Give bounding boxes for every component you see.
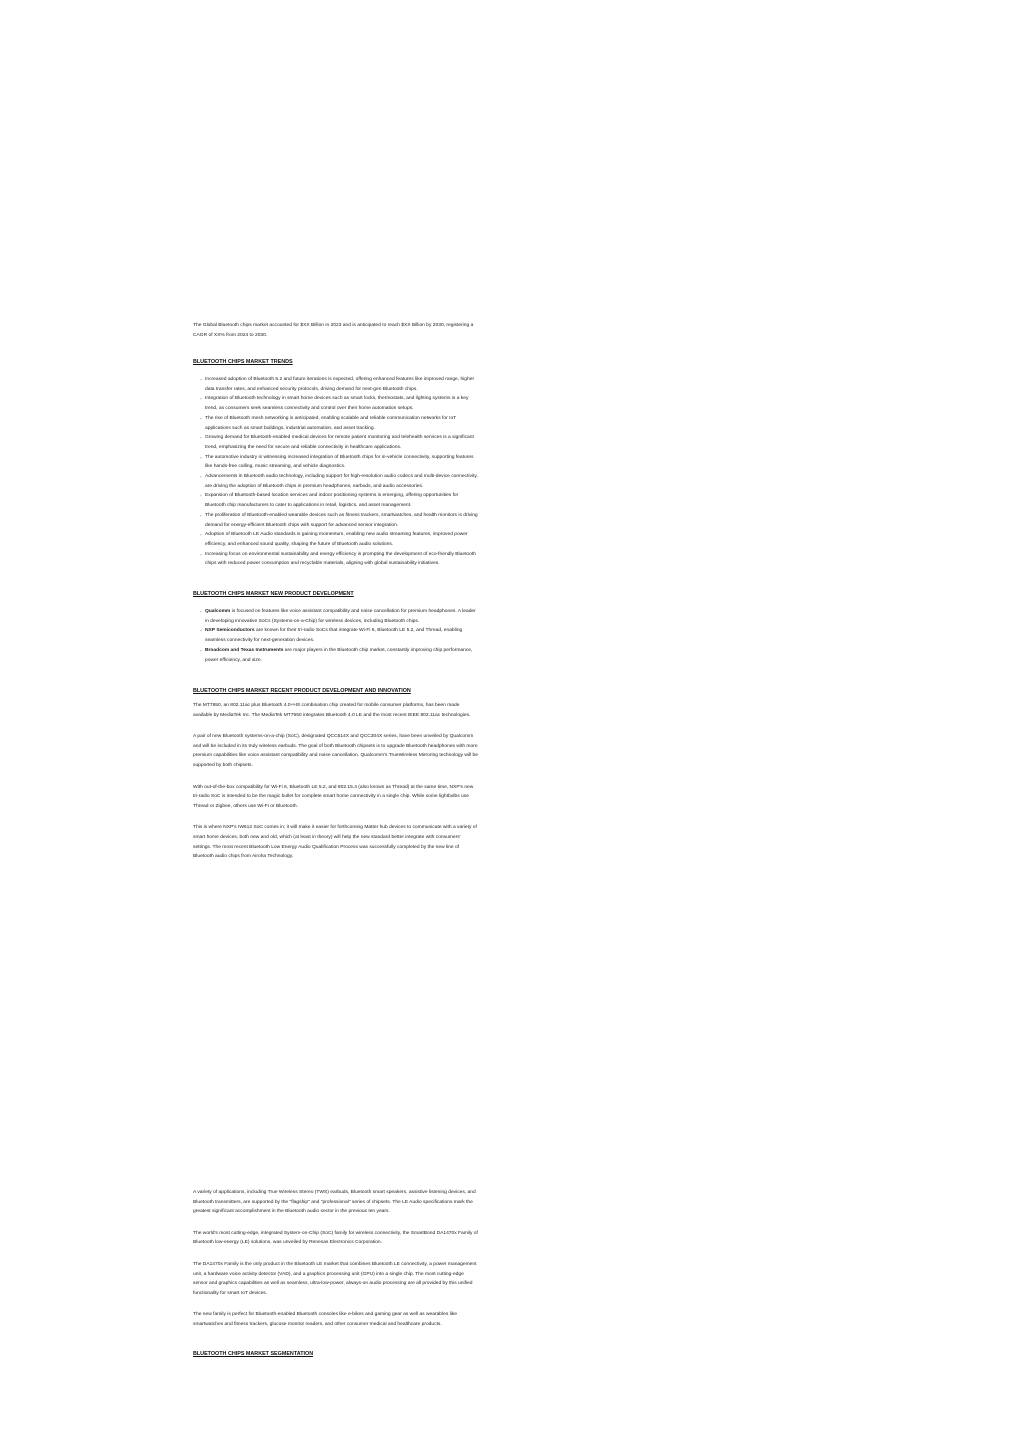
company-name: Broadcom and Texas Instruments <box>205 647 284 653</box>
trends-list <box>193 375 479 569</box>
new-product-section <box>193 590 479 665</box>
company-description: are known for their tri-radio SoCs that integrate Wi-Fi 6, Bluetooth LE 5.2, and Thread, enabling seamless connectivity for next-generation devices. <box>205 628 463 644</box>
company-description: are major players in the Bluetooth chip market, constantly improving chip performance, power efficiency, and size. <box>205 647 473 663</box>
intro-paragraph: The Global Bluetooth chips market accounted for $XX Billion in 2023 and is anticipated to reach $XX Billion by 2030, registering a CAGR of XX% from 2024 to 2030. <box>193 323 474 338</box>
recent-paragraph: A pair of new Bluetooth systems-on-a-chip (SoC), designated QCC514X and QCC304X series, have been unveiled by Qualcomm and will be included in its truly wireless earbuds. The goal of both Bluetooth chipsets is to upgrade Bluetooth headphones with more premium capabilities like voice assistant compatibility and noise cancellation. Qualcomm's TrueWireless Mirroring technology will be supported by both chipsets. <box>193 734 478 768</box>
recent-paragraph: With out-of-the-box compatibility for Wi-Fi 6, Bluetooth LE 5.2, and 802.15.4 (also known as Thread) at the same time, NXP's new tri-radio SoC is intended to be the magic bullet for complete smart home connectivity in a single chip. While some lightbulbs use Thread or Zigbee, others use Wi-Fi or Bluetooth. <box>193 784 474 809</box>
segmentation-heading: BLUETOOTH CHIPS MARKET SEGMENTATION <box>193 1351 314 1357</box>
list-item <box>193 607 479 626</box>
list-item: ◦ Expansion of Bluetooth-based location services and indoor positioning systems is emerging, offering opportunities for Bluetooth chip manufacturers to cater to applications in retail, logistics, and asset management. <box>193 491 479 510</box>
recent-paragraph: The MT7650, an 802.11ac plus Bluetooth 4.0+HS combination chip created for mobile consumer platforms, has been made available by MediaTek Inc. The MediaTek MT7650 integrates Bluetooth 4.0 LE and the most recent IEEE 802.11ac technologies. <box>193 703 471 718</box>
recent-paragraph: This is where NXP's IW612 SoC comes in; it will make it easier for forthcoming Matter hub devices to communicate with a variety of smart home devices, both new and old, which (at least in theory) will help the new standard better integrate with consumers' settings. The most recent Bluetooth Low Energy Audio Qualification Process was successfully completed by the new line of Bluetooth audio chips from Airoha Technology. <box>193 825 477 860</box>
applications-section <box>193 1188 479 1330</box>
new-product-list <box>193 607 479 665</box>
list-item: ◦ The automotive industry is witnessing increased integration of Bluetooth chips for in-vehicle connectivity, supporting features like hands-free calling, music streaming, and vehicle diagnostics. <box>193 453 479 472</box>
list-item: ◦ Advancements in Bluetooth audio technology, including support for high-resolution audio codecs and multi-device connectivity, are driving the adoption of Bluetooth chips in premium headphones, earbuds, and audio accessories. <box>193 472 479 491</box>
intro-section <box>193 321 479 340</box>
company-name: NXP Semiconductors <box>205 628 255 634</box>
company-name: Qualcomm <box>205 609 231 614</box>
new-product-heading: BLUETOOTH CHIPS MARKET NEW PRODUCT DEVELOPMENT <box>193 591 354 597</box>
recent-heading: BLUETOOTH CHIPS MARKET RECENT PRODUCT DEVELOPMENT AND INNOVATION <box>193 688 411 694</box>
list-item: ◦ Increasing focus on environmental sustainability and energy efficiency is prompting the development of eco-friendly Bluetooth chips with reduced power consumption and recyclable materials, aligning with global sustainability initiatives. <box>193 550 479 569</box>
list-item <box>193 646 479 665</box>
body-paragraph: The new family is perfect for Bluetooth-enabled Bluetooth consoles like e-bikes and gaming gear as well as wearables like smartwatches and fitness trackers, glucose monitor readers, and other consumer medical and healthcare products. <box>193 1312 457 1327</box>
list-item <box>193 626 479 645</box>
company-description: is focused on features like voice assistant compatibility and noise cancellation for premium headphones. A leader in developing innovative SoCs (Systems-on-a-Chip) for wireless devices, including Bluetooth chips. <box>205 609 476 624</box>
trends-section <box>193 358 479 569</box>
segmentation-section <box>193 1350 479 1359</box>
list-item: ◦ The proliferation of Bluetooth-enabled wearable devices such as fitness trackers, smartwatches, and health monitors is driving demand for energy-efficient Bluetooth chips with support for advanced sensor integration. <box>193 511 479 530</box>
body-paragraph: The world's most cutting-edge, integrated System-on-Chip (SoC) family for wireless connectivity, the SmartBond DA1470x Family of Bluetooth low-energy (LE) solutions, was unveiled by Renesas Electronics Corporation. <box>193 1230 478 1246</box>
body-paragraph: The DA1470x Family is the only product in the Bluetooth LE market that combines Bluetooth LE connectivity, a power management unit, a hardware voice activity detector (VAD), and a graphics processing unit (GPU) into a single chip. The most cutting-edge sensor and graphics capabilities as well as seamless, ultra-low-power, always-on audio processing are all provided by this unified functionality for smart IoT devices. <box>193 1261 477 1296</box>
list-item: ◦ Integration of Bluetooth technology in smart home devices such as smart locks, thermostats, and lighting systems is a key trend, as consumers seek seamless connectivity and control over their home automation setups. <box>193 394 479 413</box>
list-item: ◦ Increased adoption of Bluetooth 5.2 and future iterations is expected, offering enhanced features like improved range, higher data transfer rates, and enhanced security protocols, driving demand for next-gen Bluetooth chips. <box>193 375 479 394</box>
list-item: ◦ The rise of Bluetooth mesh networking is anticipated, enabling scalable and reliable communication networks for IoT applications such as smart buildings, industrial automation, and asset tracking. <box>193 414 479 433</box>
body-paragraph: A variety of applications, including True Wireless Stereo (TWS) earbuds, Bluetooth smart speakers, assistive listening devices, and Bluetooth transmitters, are supported by the "flagship" and "professional" series of chipsets. The LE Audio specifications mark the greatest significant accomplishment in the Bluetooth audio sector in the previous ten years. <box>193 1190 476 1215</box>
trends-heading: BLUETOOTH CHIPS MARKET TRENDS <box>193 359 293 365</box>
list-item: ◦ Growing demand for Bluetooth-enabled medical devices for remote patient monitoring and telehealth services is a significant trend, emphasizing the need for secure and reliable connectivity in healthcare applications. <box>193 433 479 452</box>
list-item: ◦ Adoption of Bluetooth LE Audio standards is gaining momentum, enabling new audio streaming features, improved power efficiency, and enhanced sound quality, shaping the future of Bluetooth audio solutions. <box>193 530 479 549</box>
recent-section <box>193 687 479 862</box>
